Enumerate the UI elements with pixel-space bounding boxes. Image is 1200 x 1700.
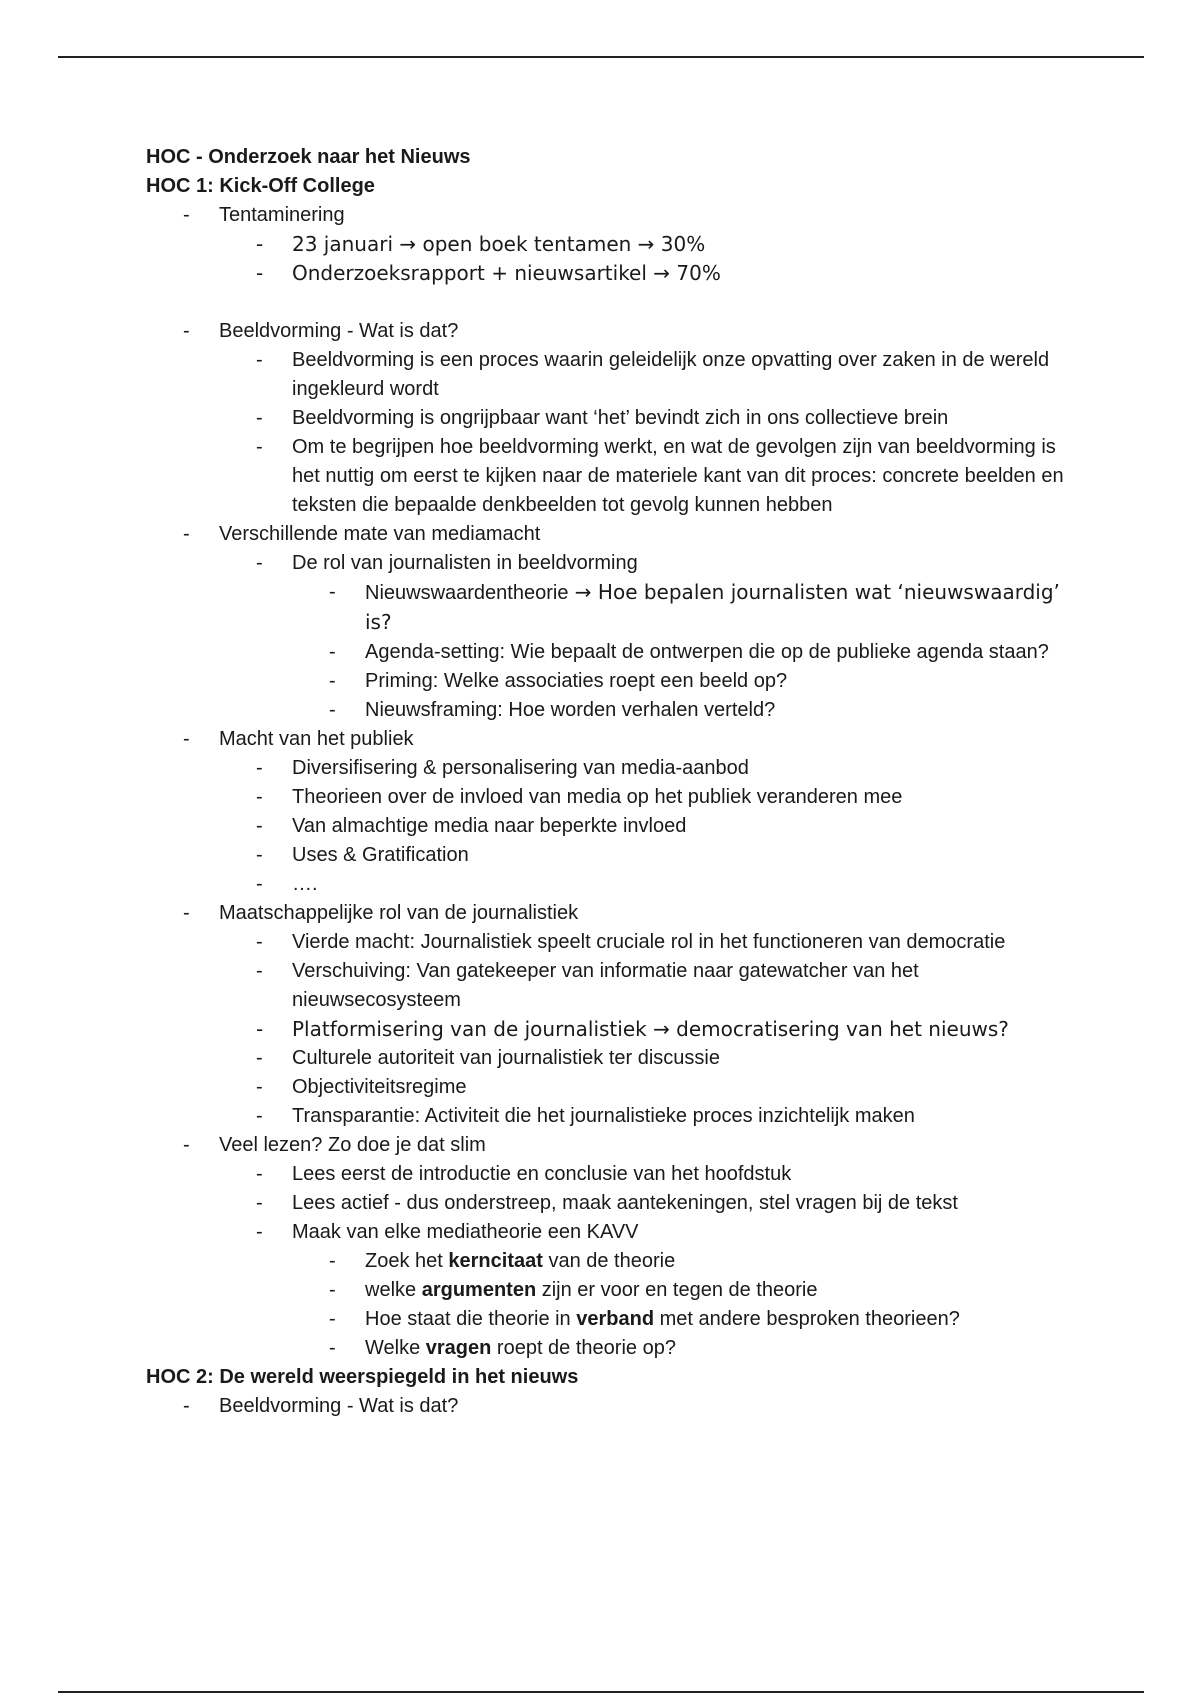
list-item-text: Priming: Welke associaties roept een beeld op? — [365, 670, 788, 692]
footer-rule — [58, 1691, 1144, 1693]
list-item — [292, 754, 1076, 783]
list-item — [292, 549, 1076, 725]
list-item-text: Theorieen over de invloed van media op het publiek veranderen mee — [292, 786, 903, 808]
list-item — [219, 317, 1076, 520]
list-item — [292, 230, 1076, 259]
list-item-text: Diversifisering & personalisering van media-aanbod — [292, 757, 749, 779]
list-item-text: 23 januari → open boek tentamen → 30% — [292, 232, 706, 256]
list-item-text: Uses & Gratification — [292, 844, 469, 866]
list-item-text: …. — [292, 873, 318, 895]
list-item — [292, 957, 1076, 1015]
list-item — [365, 638, 1076, 667]
sublist — [292, 1247, 1076, 1363]
list-item — [292, 259, 1076, 288]
list-item-text: Culturele autoriteit van journalistiek ter discussie — [292, 1047, 720, 1069]
list-item — [292, 1102, 1076, 1131]
document-body — [146, 143, 1076, 1421]
list-item — [292, 1044, 1076, 1073]
list-item-text: Van almachtige media naar beperkte invloed — [292, 815, 687, 837]
list-item — [292, 783, 1076, 812]
sublist — [219, 230, 1076, 288]
list-item — [292, 1189, 1076, 1218]
list-item-text: Beeldvorming is ongrijpbaar want ‘het’ bevindt zich in ons collectieve brein — [292, 407, 949, 429]
list-item-text: Onderzoeksrapport + nieuwsartikel → 70% — [292, 261, 721, 285]
sublist — [219, 549, 1076, 725]
header-rule — [58, 56, 1144, 58]
list-item — [219, 1131, 1076, 1363]
hoc1-list — [146, 201, 1076, 1363]
list-item-text: Veel lezen? Zo doe je dat slim — [219, 1134, 486, 1156]
list-item — [365, 1247, 1076, 1276]
list-item-text: roept de theorie op? — [491, 1337, 676, 1359]
list-item — [365, 1276, 1076, 1305]
list-item — [292, 928, 1076, 957]
list-item-text: Verschuiving: Van gatekeeper van informatie naar gatewatcher van het nieuwsecosysteem — [292, 960, 919, 1011]
list-item-text: Transparantie: Activiteit die het journalistieke proces inzichtelijk maken — [292, 1105, 915, 1127]
list-item — [292, 841, 1076, 870]
list-item-text: Lees eerst de introductie en conclusie van het hoofdstuk — [292, 1163, 792, 1185]
list-item-text: met andere besproken theorieen? — [654, 1308, 960, 1330]
list-item-text: Tentaminering — [219, 204, 345, 226]
list-item-text: Nieuwsframing: Hoe worden verhalen verteld? — [365, 699, 776, 721]
list-item-text: Nieuwswaardentheorie — [365, 582, 569, 604]
list-item-text: welke — [365, 1279, 422, 1301]
list-item — [292, 870, 1076, 899]
list-item-text: → Hoe bepalen journalisten wat ‘nieuwswaardig’ is? — [365, 580, 1060, 634]
keyword: argumenten — [421, 1279, 537, 1301]
list-item-text: Om te begrijpen hoe beeldvorming werkt, en wat de gevolgen zijn van beeldvorming is het nuttig om eerst te kijken naar de materiele kant van dit proces: concrete beelden en teksten die bepaalde denkbeelden tot gevolg kunnen hebben — [292, 436, 1064, 516]
list-item-text: Verschillende mate van mediamacht — [219, 523, 541, 545]
list-item — [219, 520, 1076, 725]
list-item-text: Zoek het — [365, 1250, 449, 1272]
list-item-text: Vierde macht: Journalistiek speelt cruciale rol in het functioneren van democratie — [292, 931, 1006, 953]
keyword: verband — [576, 1308, 655, 1330]
list-item — [292, 404, 1076, 433]
keyword: vragen — [425, 1337, 492, 1359]
list-item-text: Maatschappelijke rol van de journalistiek — [219, 902, 579, 924]
list-item — [365, 1305, 1076, 1334]
section-heading-hoc1: HOC 1: Kick-Off College — [146, 175, 375, 197]
list-item-text: Beeldvorming is een proces waarin geleidelijk onze opvatting over zaken in de wereld ingekleurd wordt — [292, 349, 1050, 400]
sublist — [219, 928, 1076, 1131]
sublist — [219, 754, 1076, 899]
list-item-text: zijn er voor en tegen de theorie — [536, 1279, 818, 1301]
list-item-text: De rol van journalisten in beeldvorming — [292, 552, 638, 574]
list-item — [292, 812, 1076, 841]
list-item-text: Hoe staat die theorie in — [365, 1308, 577, 1330]
keyword: kerncitaat — [448, 1250, 543, 1272]
list-item — [219, 899, 1076, 1131]
list-item — [292, 346, 1076, 404]
list-item — [292, 1073, 1076, 1102]
list-item — [292, 1218, 1076, 1363]
list-item — [219, 725, 1076, 899]
list-item-text: Beeldvorming - Wat is dat? — [219, 1395, 459, 1417]
list-item — [365, 667, 1076, 696]
section-heading-hoc2: HOC 2: De wereld weerspiegeld in het nieuws — [146, 1366, 579, 1388]
list-item-text: Agenda-setting: Wie bepaalt de ontwerpen die op de publieke agenda staan? — [365, 641, 1049, 663]
list-item-text: Lees actief - dus onderstreep, maak aantekeningen, stel vragen bij de tekst — [292, 1192, 958, 1214]
sublist — [292, 578, 1076, 725]
list-item-text: Maak van elke mediatheorie een KAVV — [292, 1221, 639, 1243]
sublist — [219, 346, 1076, 520]
list-item — [292, 1160, 1076, 1189]
document-title: HOC - Onderzoek naar het Nieuws — [146, 146, 471, 168]
list-item-text: Macht van het publiek — [219, 728, 414, 750]
list-item — [219, 1392, 1076, 1421]
list-item — [292, 1015, 1076, 1044]
list-item — [292, 433, 1076, 520]
hoc2-list — [146, 1392, 1076, 1421]
list-item-text: Welke — [365, 1337, 426, 1359]
list-item-text: Objectiviteitsregime — [292, 1076, 467, 1098]
list-item — [365, 1334, 1076, 1363]
list-item-text: Platformisering van de journalistiek → democratisering van het nieuws? — [292, 1017, 1009, 1041]
list-item — [219, 201, 1076, 317]
spacer — [219, 288, 1076, 317]
list-item-text: Beeldvorming - Wat is dat? — [219, 320, 459, 342]
sublist — [219, 1160, 1076, 1363]
list-item-text: van de theorie — [542, 1250, 676, 1272]
list-item — [365, 696, 1076, 725]
list-item — [365, 578, 1076, 638]
